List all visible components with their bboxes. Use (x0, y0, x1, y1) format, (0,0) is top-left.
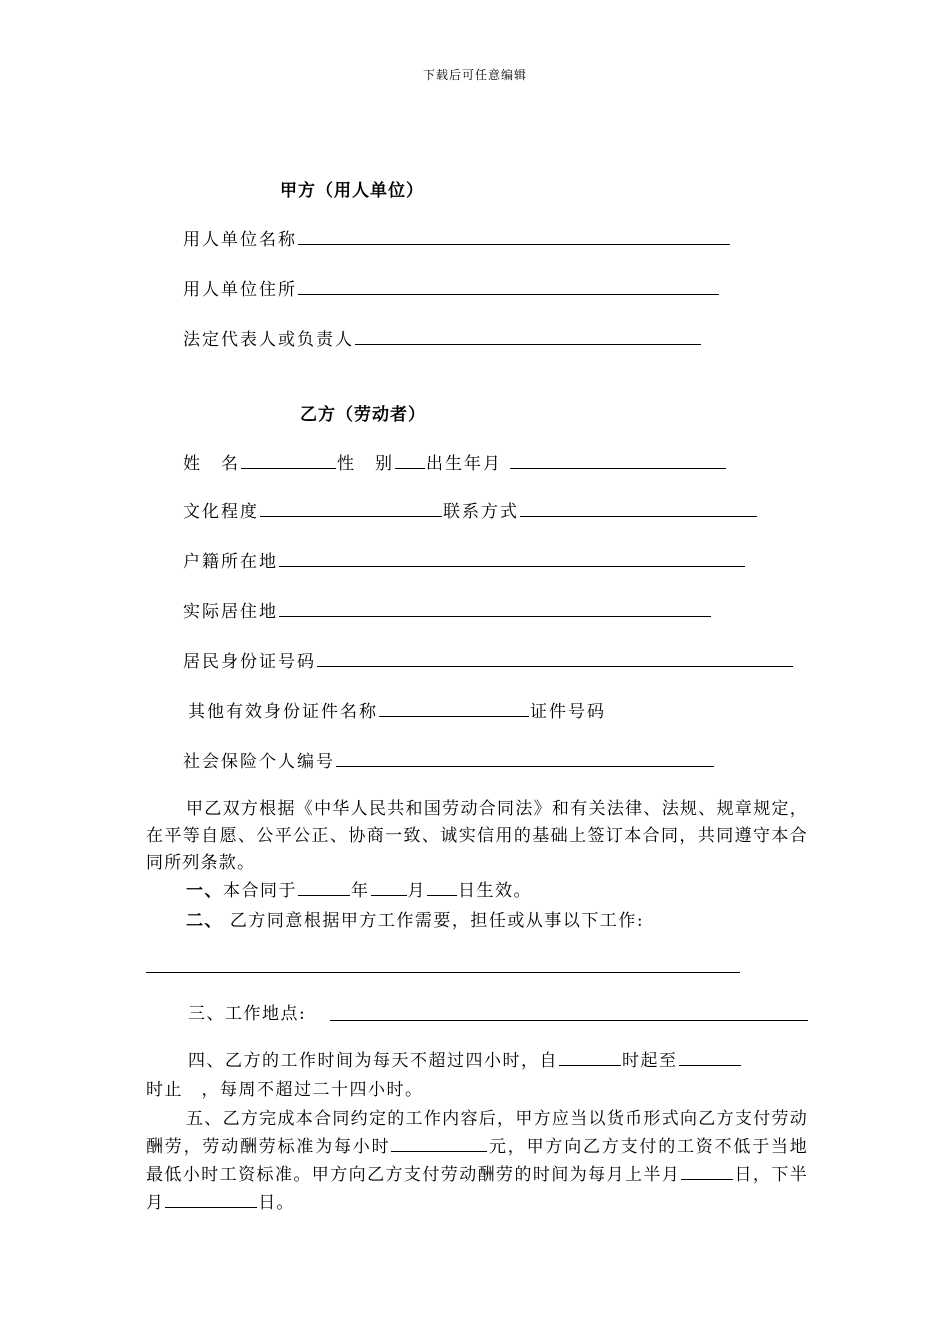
clause-4-line-2 (146, 1077, 424, 1104)
clause-4-line-1 (188, 1047, 742, 1075)
residence-row (183, 598, 712, 622)
clause-2-number: 二、 (186, 911, 223, 931)
clause-5-text-b: 元，甲方向乙方支付的工资不低于当地最低小时工资标准。甲方向乙方支付劳动酬劳的时间为每月上半月 (146, 1137, 808, 1185)
other-id-row (188, 698, 606, 722)
employer-address-row (183, 276, 720, 300)
end-hour-blank[interactable] (679, 1047, 741, 1066)
clause-1 (186, 877, 532, 905)
legal-rep-blank[interactable] (355, 326, 701, 345)
other-id-blank[interactable] (379, 698, 529, 717)
cert-number-label: 证件号码 (530, 702, 606, 722)
clause-1-text-a: 本合同于 (223, 881, 297, 901)
clause-4-text-a: 四、乙方的工作时间为每天不超过四小时，自 (188, 1051, 558, 1071)
birth-blank[interactable] (510, 450, 726, 469)
clause-2-text: 乙方同意根据甲方工作需要，担任或从事以下工作: (229, 911, 645, 931)
birth-label: 出生年月 (426, 454, 502, 474)
clause-2 (186, 908, 644, 935)
clause-5-text (146, 1106, 808, 1217)
effective-day-blank[interactable] (427, 877, 457, 896)
party-a-title: 甲方（用人单位） (280, 181, 424, 201)
education-label: 文化程度 (183, 502, 259, 522)
first-half-pay-day-blank[interactable] (681, 1161, 733, 1180)
id-number-row (183, 648, 794, 672)
social-security-row (183, 748, 715, 772)
worker-name-blank[interactable] (241, 450, 336, 469)
clause-5 (146, 1106, 808, 1217)
clause-1-number: 一、 (186, 881, 223, 901)
clause-5-text-d: 日。 (258, 1193, 295, 1213)
hourly-wage-blank[interactable] (391, 1133, 487, 1152)
clause-4-text-c: 时止 ，每周不超过二十四小时。 (146, 1080, 424, 1100)
legal-rep-label: 法定代表人或负责人 (183, 330, 354, 350)
clause-4-text-b: 时起至 (622, 1051, 678, 1071)
residence-blank[interactable] (279, 598, 711, 617)
clause-1-day: 日生效。 (458, 881, 532, 901)
employer-name-label: 用人单位名称 (183, 230, 297, 250)
clause-3 (188, 1001, 306, 1028)
gender-label: 性 别 (337, 454, 394, 474)
header-note: 下载后可任意编辑 (422, 68, 527, 82)
social-security-blank[interactable] (336, 748, 714, 767)
employer-name-blank[interactable] (298, 226, 730, 245)
effective-month-blank[interactable] (371, 877, 407, 896)
party-b-title: 乙方（劳动者） (300, 405, 426, 425)
clause-3-text: 三、工作地点: (188, 1004, 307, 1024)
work-location-blank[interactable] (330, 1020, 808, 1021)
clause-1-year: 年 (351, 881, 370, 901)
worker-name-label: 姓 名 (183, 454, 240, 474)
id-number-blank[interactable] (317, 648, 793, 667)
household-blank[interactable] (279, 548, 745, 567)
legal-rep-row (183, 326, 702, 350)
employer-name-row (183, 226, 731, 250)
effective-year-blank[interactable] (298, 877, 350, 896)
social-security-label: 社会保险个人编号 (183, 752, 335, 772)
contact-blank[interactable] (520, 498, 757, 517)
residence-label: 实际居住地 (183, 602, 278, 622)
education-blank[interactable] (260, 498, 442, 517)
gender-blank[interactable] (395, 450, 425, 469)
id-number-label: 居民身份证号码 (183, 652, 316, 672)
start-hour-blank[interactable] (559, 1047, 621, 1066)
clause-1-month: 月 (407, 881, 426, 901)
personal-info-row (183, 450, 727, 474)
preamble-text: 甲乙双方根据《中华人民共和国劳动合同法》和有关法律、法规、规章规定，在平等自愿、公平公正、协商一致、诚实信用的基础上签订本合同，共同遵守本合同所列条款。 (146, 799, 808, 873)
preamble-paragraph (146, 796, 808, 877)
other-id-label: 其他有效身份证件名称 (188, 702, 378, 722)
employer-address-label: 用人单位住所 (183, 280, 297, 300)
education-contact-row (183, 498, 758, 522)
clause-5-text-a: 五、乙方完成本合同约定的工作内容后，甲方应当以货币形式向乙方支付劳动酬劳，劳动酬劳标准为每小时 (146, 1109, 808, 1157)
job-duty-blank[interactable] (146, 972, 740, 973)
household-label: 户籍所在地 (183, 552, 278, 572)
clause-5-text-c: 日，下半月 (146, 1165, 808, 1213)
second-half-pay-day-blank[interactable] (165, 1189, 257, 1208)
contact-label: 联系方式 (443, 502, 519, 522)
household-row (183, 548, 746, 572)
employer-address-blank[interactable] (298, 276, 719, 295)
